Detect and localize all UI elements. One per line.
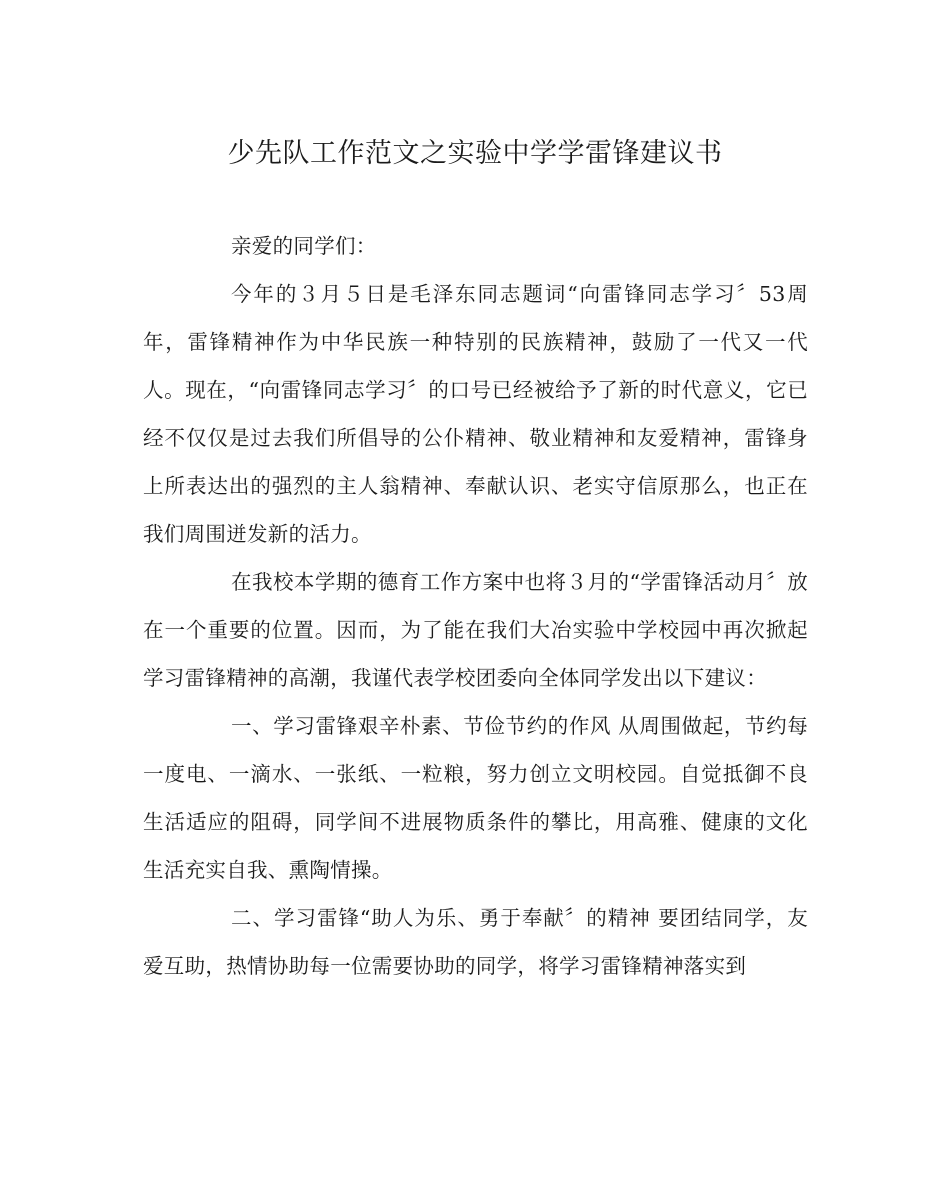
- salutation: 亲爱的同学们：: [231, 234, 377, 258]
- paragraph-intro: 今年的３月５日是毛泽东同志题词“向雷锋同志学习〞53周年，雷锋精神作为中华民族一种特别的民族精神，鼓励了一代又一代人。现在，“向雷锋同志学习〞的口号已经被给予了新的时代意义，它已经不仅仅是过去我们所倡导的公仆精神、敬业精神和友爱精神，雷锋身上所表达出的强烈的主人翁精神、奉献认识、老实守信原那么，也正在我们周围迸发新的活力。: [143, 282, 808, 546]
- paragraph-suggestion-2: 二、学习雷锋“助人为乐、勇于奉献〞的精神 要团结同学，友爱互助，热情协助每一位需要协助的同学，将学习雷锋精神落实到: [143, 906, 808, 978]
- document-body: [143, 222, 808, 990]
- paragraph-plan: 在我校本学期的德育工作方案中也将３月的“学雷锋活动月〞放在一个重要的位置。因而，为了能在我们大冶实验中学校园中再次掀起学习雷锋精神的高潮，我谨代表学校团委向全体同学发出以下建议：: [143, 570, 808, 690]
- document-title: 少先队工作范文之实验中学学雷锋建议书: [227, 138, 723, 169]
- paragraph-suggestion-1: 一、学习雷锋艰辛朴素、节俭节约的作风 从周围做起，节约每一度电、一滴水、一张纸、一粒粮，努力创立文明校园。自觉抵御不良生活适应的阻碍，同学间不进展物质条件的攀比，用高雅、健康的文化生活充实自我、熏陶情操。: [143, 714, 808, 882]
